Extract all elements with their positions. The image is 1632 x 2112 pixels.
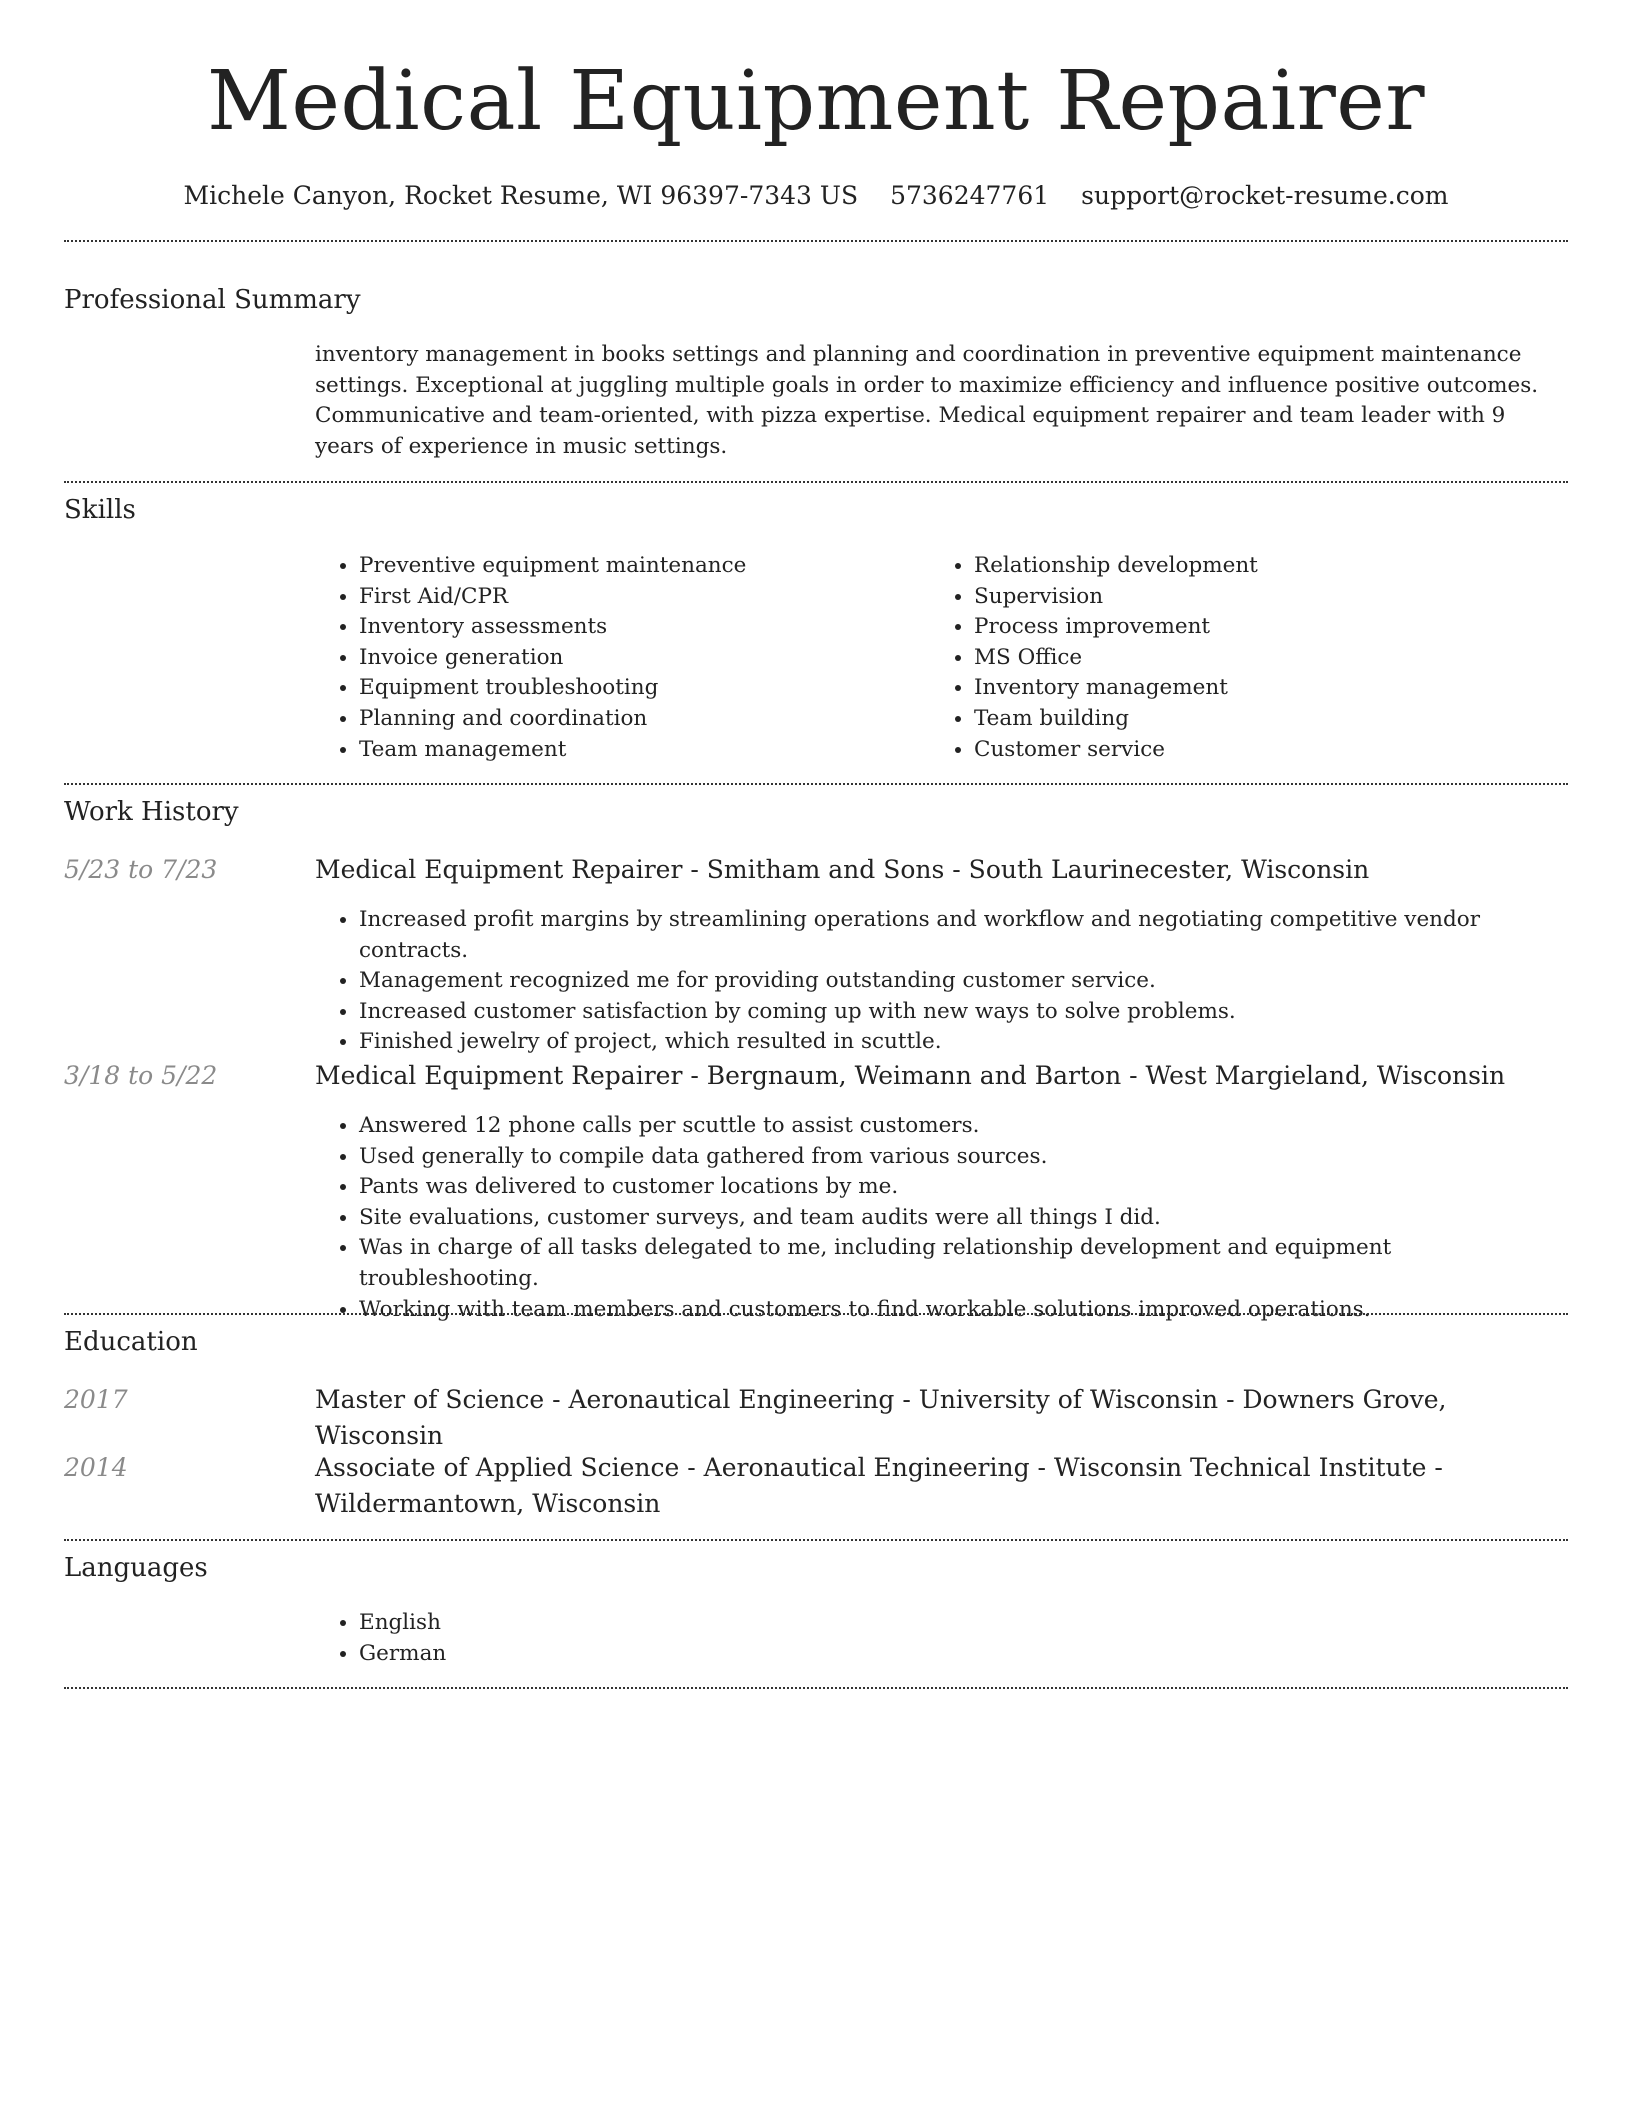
- skills-column-right: [930, 551, 1545, 765]
- job-entry: [64, 1058, 1568, 1094]
- section-divider: [64, 1539, 1568, 1541]
- contact-line: [64, 180, 1568, 212]
- resume-page: [64, 0, 1568, 1666]
- skill-item: • Customer service: [974, 735, 1545, 766]
- job-bullet: • Management recognized me for providing outstanding customer service.: [359, 966, 1568, 997]
- education-year: 2017: [64, 1385, 128, 1414]
- language-item: • English: [359, 1608, 1568, 1639]
- skill-item: • Process improvement: [974, 612, 1545, 643]
- section-divider: [64, 783, 1568, 785]
- skill-item: • Inventory assessments: [359, 612, 930, 643]
- job-bullets: [315, 1111, 1568, 1325]
- job-heading: Medical Equipment Repairer - Bergnaum, Weimann and Barton - West Margieland, Wisconsin: [315, 1061, 1506, 1090]
- job-dates: 3/18 to 5/22: [64, 1061, 218, 1090]
- job-bullet: • Answered 12 phone calls per scuttle to assist customers.: [359, 1111, 1568, 1142]
- resume-name: Medical Equipment Repairer: [206, 54, 1426, 149]
- job-bullet: • Working with team members and customers to find workable solutions improved operations.: [359, 1295, 1568, 1326]
- job-bullet: • Increased profit margins by streamlining operations and workflow and negotiating competitive vendor contracts.: [359, 905, 1568, 966]
- skill-item: • Team management: [359, 735, 930, 766]
- skill-item: • Relationship development: [974, 551, 1545, 582]
- job-bullet: • Used generally to compile data gathered from various sources.: [359, 1142, 1568, 1173]
- job-entry: [64, 852, 1568, 888]
- job-bullet: • Was in charge of all tasks delegated to me, including relationship development and equipment troubleshooting.: [359, 1233, 1568, 1294]
- skill-item: • MS Office: [974, 643, 1545, 674]
- skill-item: • Invoice generation: [359, 643, 930, 674]
- skills-list: [315, 551, 1545, 765]
- job-bullet: • Site evaluations, customer surveys, and team audits were all things I did.: [359, 1203, 1568, 1234]
- section-divider: [64, 240, 1568, 242]
- languages-list: [315, 1608, 1568, 1669]
- contact-email: support@rocket-resume.com: [1081, 181, 1449, 210]
- job-bullet: • Increased customer satisfaction by coming up with new ways to solve problems.: [359, 997, 1568, 1028]
- contact-phone: 5736247761: [890, 181, 1050, 210]
- language-item: • German: [359, 1639, 1568, 1670]
- job-dates: 5/23 to 7/23: [64, 855, 218, 884]
- skill-item: • Planning and coordination: [359, 704, 930, 735]
- skill-item: • Preventive equipment maintenance: [359, 551, 930, 582]
- skill-item: • First Aid/CPR: [359, 582, 930, 613]
- education-entry: [64, 1450, 1568, 1522]
- skills-column-left: [315, 551, 930, 765]
- skill-item: • Supervision: [974, 582, 1545, 613]
- job-heading: Medical Equipment Repairer - Smitham and Sons - South Laurinecester, Wisconsin: [315, 855, 1370, 884]
- education-year: 2014: [64, 1453, 128, 1482]
- section-title-work: Work History: [64, 797, 239, 827]
- job-bullets: [315, 905, 1568, 1058]
- summary-text: inventory management in books settings and planning and coordination in preventive equipment maintenance settings. Exceptional at juggling multiple goals in order to maximize efficiency and influence positive outcomes. Communicative and team-oriented, with pizza expertise. Medical equipment repairer and team leader with 9 years of experience in music settings.: [315, 342, 1539, 459]
- contact-address: Michele Canyon, Rocket Resume, WI 96397-7343 US: [183, 181, 859, 210]
- section-divider: [64, 1687, 1568, 1689]
- section-title-summary: Professional Summary: [64, 285, 361, 315]
- skill-item: • Inventory management: [974, 673, 1545, 704]
- section-title-education: Education: [64, 1327, 198, 1357]
- job-bullet: • Finished jewelry of project, which resulted in scuttle.: [359, 1027, 1568, 1058]
- section-title-languages: Languages: [64, 1553, 208, 1583]
- section-divider: [64, 481, 1568, 483]
- skill-item: • Team building: [974, 704, 1545, 735]
- job-bullet: • Pants was delivered to customer locations by me.: [359, 1172, 1568, 1203]
- education-heading: Master of Science - Aeronautical Engineering - University of Wisconsin - Downers Grove, Wisconsin: [315, 1385, 1447, 1450]
- skill-item: • Equipment troubleshooting: [359, 673, 930, 704]
- education-entry: [64, 1382, 1568, 1454]
- education-heading: Associate of Applied Science - Aeronautical Engineering - Wisconsin Technical Institute - Wildermantown, Wisconsin: [315, 1453, 1443, 1518]
- section-divider: [64, 1313, 1568, 1315]
- section-title-skills: Skills: [64, 495, 136, 525]
